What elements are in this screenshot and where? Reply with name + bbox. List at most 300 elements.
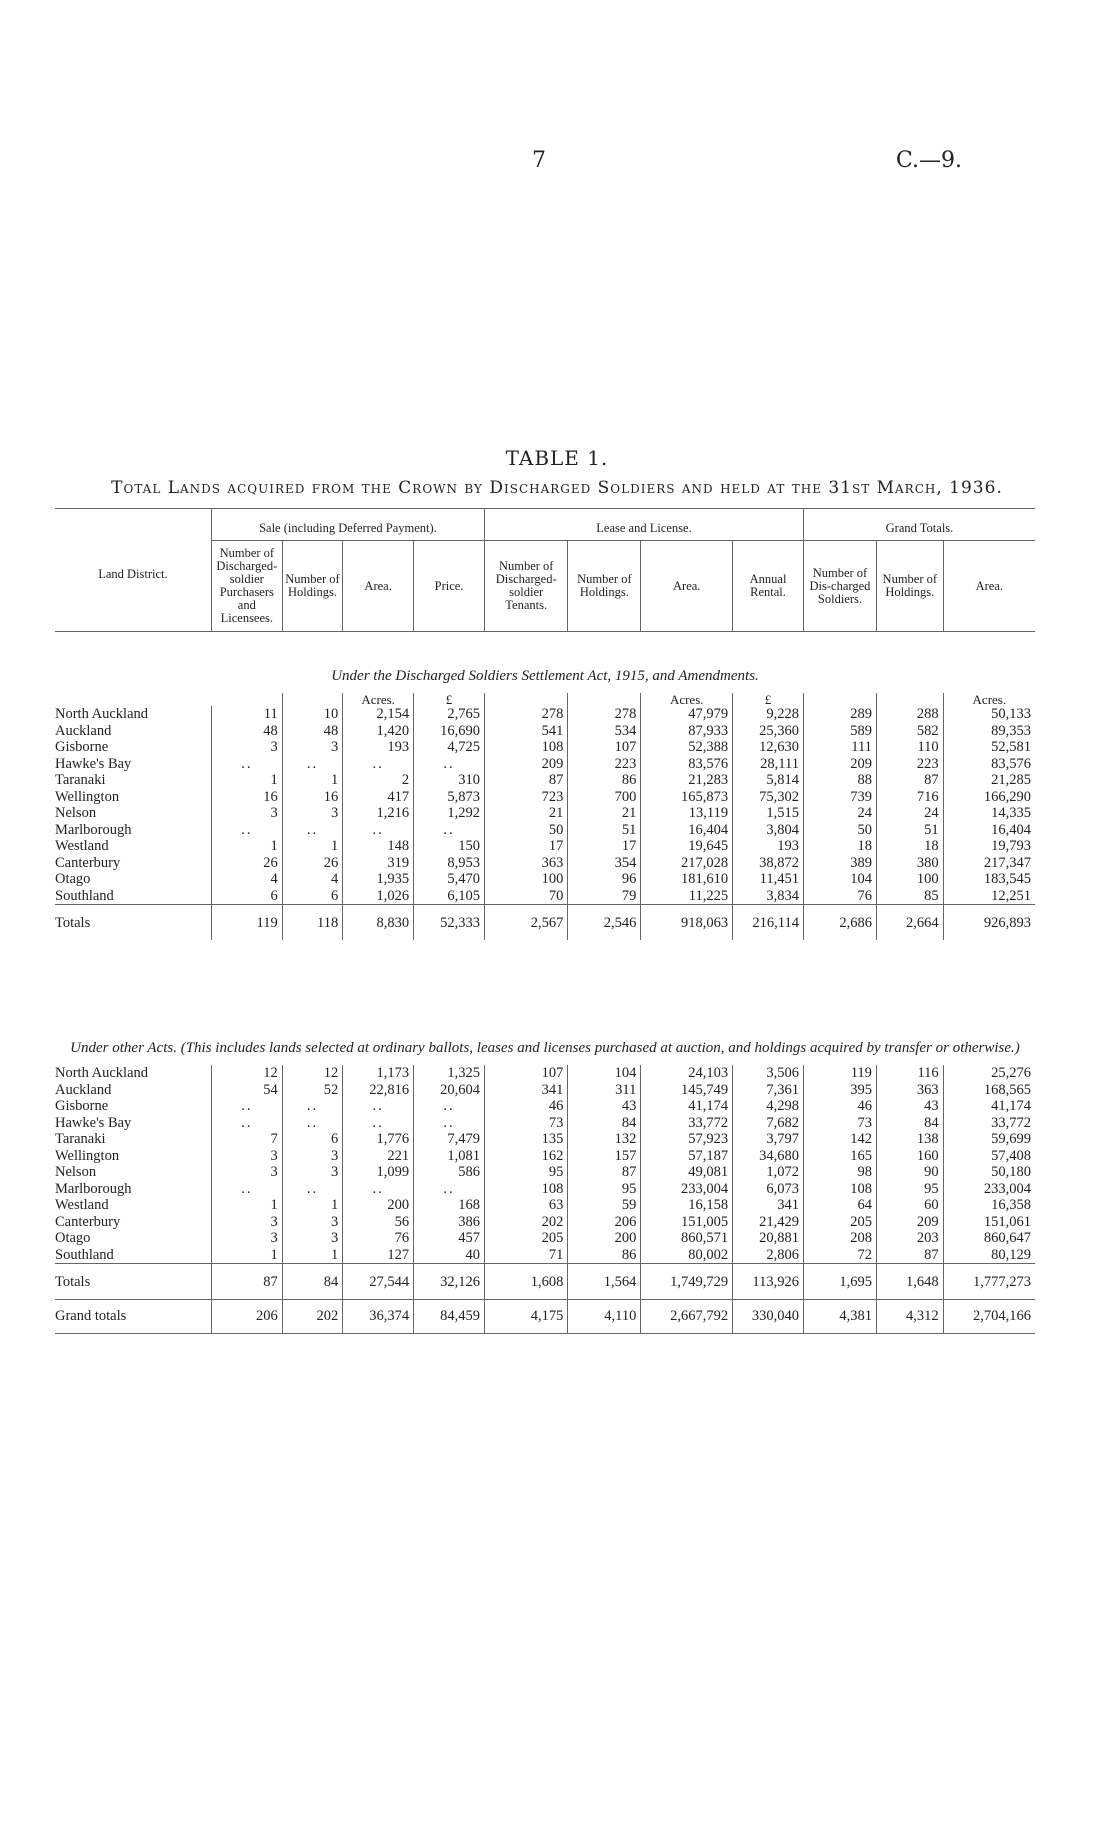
table-row xyxy=(55,1082,1035,1099)
value-cell: .. xyxy=(282,1115,342,1132)
value-cell: 2,667,792 xyxy=(641,1300,733,1334)
value-cell: 41,174 xyxy=(641,1098,733,1115)
value-cell: 22,816 xyxy=(343,1082,414,1099)
land-district-cell: North Auckland xyxy=(55,706,149,722)
value-cell: 278 xyxy=(568,706,641,723)
value-cell: 11,225 xyxy=(641,888,733,905)
land-district-cell: Southland xyxy=(55,1246,114,1263)
value-cell: 46 xyxy=(485,1098,568,1115)
section-2-title: Under other Acts. (This includes lands selected at ordinary ballots, leases and licenses purchased at auction, and holdings acquired by transfer or otherwise.) xyxy=(70,1040,1020,1056)
value-cell: 3 xyxy=(282,1214,342,1231)
value-cell: 223 xyxy=(568,756,641,773)
value-cell: 20,881 xyxy=(733,1230,804,1247)
value-cell: 3,834 xyxy=(733,888,804,905)
value-cell: 200 xyxy=(568,1230,641,1247)
value-cell: 54 xyxy=(211,1082,282,1099)
value-cell: 4 xyxy=(211,871,282,888)
value-cell: 12,251 xyxy=(943,888,1035,905)
value-cell: 1 xyxy=(211,838,282,855)
value-cell: 41,174 xyxy=(943,1098,1035,1115)
value-cell: 107 xyxy=(485,1065,568,1082)
value-cell: 57,408 xyxy=(943,1148,1035,1165)
value-cell: 209 xyxy=(876,1214,943,1231)
land-district-cell: Auckland xyxy=(55,722,112,739)
value-cell: 43 xyxy=(876,1098,943,1115)
value-cell: 208 xyxy=(803,1230,876,1247)
value-cell: 168,565 xyxy=(943,1082,1035,1099)
sale-group-header: Sale (including Deferred Payment). xyxy=(211,509,484,541)
value-cell: 108 xyxy=(485,1181,568,1198)
value-cell: 289 xyxy=(803,706,876,723)
value-cell: 11 xyxy=(211,706,282,723)
value-cell: 48 xyxy=(211,723,282,740)
value-cell: 151,061 xyxy=(943,1214,1035,1231)
value-cell: 217,347 xyxy=(943,855,1035,872)
value-cell: 21,285 xyxy=(943,772,1035,789)
land-district-cell: Gisborne xyxy=(55,1098,109,1114)
value-cell: 14,335 xyxy=(943,805,1035,822)
value-cell: 4,312 xyxy=(876,1300,943,1334)
value-cell: 2,664 xyxy=(876,905,943,941)
col-sale-purchasers: Number of Discharged-soldier Purchasers and Licensees. xyxy=(211,541,282,632)
value-cell: 83,576 xyxy=(943,756,1035,773)
value-cell: 3 xyxy=(282,739,342,756)
value-cell: 33,772 xyxy=(943,1115,1035,1132)
value-cell: 12 xyxy=(282,1065,342,1082)
value-cell: 4,175 xyxy=(485,1300,568,1334)
value-cell: 64 xyxy=(803,1197,876,1214)
col-sale-price: Price. xyxy=(414,541,485,632)
col-sale-holdings: Number of Holdings. xyxy=(282,541,342,632)
lands-table xyxy=(55,508,1035,1334)
value-cell: 12 xyxy=(211,1065,282,1082)
unit-acres: Acres. xyxy=(641,693,733,706)
value-cell: 148 xyxy=(343,838,414,855)
value-cell: .. xyxy=(282,1098,342,1115)
value-cell: 16 xyxy=(211,789,282,806)
value-cell: 2,686 xyxy=(803,905,876,941)
value-cell: 87 xyxy=(211,1264,282,1300)
value-cell: 70 xyxy=(485,888,568,905)
value-cell: 116 xyxy=(876,1065,943,1082)
value-cell: 13,119 xyxy=(641,805,733,822)
value-cell: 20,604 xyxy=(414,1082,485,1099)
value-cell: 33,772 xyxy=(641,1115,733,1132)
table-row xyxy=(55,756,1035,773)
value-cell: 1 xyxy=(282,772,342,789)
value-cell: 3 xyxy=(211,1148,282,1165)
value-cell: 2,806 xyxy=(733,1247,804,1264)
value-cell: 51 xyxy=(568,822,641,839)
value-cell: .. xyxy=(211,756,282,773)
value-cell: 135 xyxy=(485,1131,568,1148)
value-cell: 723 xyxy=(485,789,568,806)
value-cell: 51 xyxy=(876,822,943,839)
value-cell: 1,292 xyxy=(414,805,485,822)
value-cell: 183,545 xyxy=(943,871,1035,888)
land-district-cell: Hawke's Bay xyxy=(55,1114,132,1131)
value-cell: .. xyxy=(343,1115,414,1132)
value-cell: 288 xyxy=(876,706,943,723)
value-cell: 59,699 xyxy=(943,1131,1035,1148)
value-cell: 206 xyxy=(568,1214,641,1231)
value-cell: .. xyxy=(343,1181,414,1198)
value-cell: 395 xyxy=(803,1082,876,1099)
table-row xyxy=(55,838,1035,855)
value-cell: 46 xyxy=(803,1098,876,1115)
value-cell: 3 xyxy=(211,1164,282,1181)
land-district-cell: Wellington xyxy=(55,788,120,805)
value-cell: 330,040 xyxy=(733,1300,804,1334)
value-cell: 2,704,166 xyxy=(943,1300,1035,1334)
value-cell: 7,361 xyxy=(733,1082,804,1099)
value-cell: 32,126 xyxy=(414,1264,485,1300)
value-cell: 4,110 xyxy=(568,1300,641,1334)
value-cell: 6 xyxy=(282,888,342,905)
value-cell: 27,544 xyxy=(343,1264,414,1300)
value-cell: 202 xyxy=(282,1300,342,1334)
value-cell: 1,173 xyxy=(343,1065,414,1082)
section-discharged-soldiers xyxy=(55,632,1035,941)
value-cell: 24,103 xyxy=(641,1065,733,1082)
table-row xyxy=(55,1230,1035,1247)
value-cell: 73 xyxy=(485,1115,568,1132)
table-row xyxy=(55,1065,1035,1082)
value-cell: 217,028 xyxy=(641,855,733,872)
section-title-row xyxy=(55,632,1035,694)
value-cell: 47,979 xyxy=(641,706,733,723)
value-cell: 4,725 xyxy=(414,739,485,756)
value-cell: 52,388 xyxy=(641,739,733,756)
table-row xyxy=(55,1115,1035,1132)
value-cell: 9,228 xyxy=(733,706,804,723)
value-cell: 142 xyxy=(803,1131,876,1148)
value-cell: 26 xyxy=(211,855,282,872)
land-district-cell: North Auckland xyxy=(55,1065,149,1081)
value-cell: 1,420 xyxy=(343,723,414,740)
value-cell: 72 xyxy=(803,1247,876,1264)
value-cell: 87 xyxy=(876,772,943,789)
value-cell: .. xyxy=(282,756,342,773)
table-row xyxy=(55,871,1035,888)
value-cell: 119 xyxy=(211,905,282,941)
value-cell: 21 xyxy=(485,805,568,822)
value-cell: 17 xyxy=(485,838,568,855)
value-cell: 2,546 xyxy=(568,905,641,941)
value-cell: 166,290 xyxy=(943,789,1035,806)
value-cell: 16 xyxy=(282,789,342,806)
value-cell: .. xyxy=(282,822,342,839)
value-cell: 3,506 xyxy=(733,1065,804,1082)
value-cell: 87 xyxy=(876,1247,943,1264)
value-cell: 21,429 xyxy=(733,1214,804,1231)
value-cell: 80,129 xyxy=(943,1247,1035,1264)
value-cell: 50 xyxy=(485,822,568,839)
value-cell: 205 xyxy=(485,1230,568,1247)
col-lease-area: Area. xyxy=(641,541,733,632)
value-cell: 1,325 xyxy=(414,1065,485,1082)
value-cell: 310 xyxy=(414,772,485,789)
value-cell: 586 xyxy=(414,1164,485,1181)
unit-acres: Acres. xyxy=(343,693,414,706)
land-district-cell: Nelson xyxy=(55,805,97,821)
value-cell: 3,797 xyxy=(733,1131,804,1148)
value-cell: 319 xyxy=(343,855,414,872)
value-cell: 110 xyxy=(876,739,943,756)
value-cell: 52 xyxy=(282,1082,342,1099)
value-cell: 6 xyxy=(211,888,282,905)
value-cell: 16,690 xyxy=(414,723,485,740)
table-row xyxy=(55,772,1035,789)
value-cell: 1,776 xyxy=(343,1131,414,1148)
value-cell: 233,004 xyxy=(641,1181,733,1198)
unit-pound: £ xyxy=(733,693,804,706)
value-cell: 1,749,729 xyxy=(641,1264,733,1300)
value-cell: 165 xyxy=(803,1148,876,1165)
value-cell: 193 xyxy=(343,739,414,756)
value-cell: 80,002 xyxy=(641,1247,733,1264)
lease-group-header: Lease and License. xyxy=(485,509,804,541)
table-title: TABLE 1. xyxy=(505,446,609,470)
table-row xyxy=(55,723,1035,740)
value-cell: 160 xyxy=(876,1148,943,1165)
value-cell: 34,680 xyxy=(733,1148,804,1165)
value-cell: 84 xyxy=(876,1115,943,1132)
value-cell: 7,479 xyxy=(414,1131,485,1148)
value-cell: .. xyxy=(414,822,485,839)
land-district-cell: Totals xyxy=(55,905,211,941)
value-cell: 50,133 xyxy=(943,706,1035,723)
value-cell: 209 xyxy=(485,756,568,773)
value-cell: 1,777,273 xyxy=(943,1264,1035,1300)
value-cell: 6,105 xyxy=(414,888,485,905)
col-grand-area: Area. xyxy=(943,541,1035,632)
land-district-cell: Westland xyxy=(55,1197,109,1213)
value-cell: 2,154 xyxy=(343,706,414,723)
value-cell: .. xyxy=(282,1181,342,1198)
table-row xyxy=(55,1148,1035,1165)
value-cell: 104 xyxy=(568,1065,641,1082)
value-cell: 1,695 xyxy=(803,1264,876,1300)
value-cell: 40 xyxy=(414,1247,485,1264)
value-cell: 24 xyxy=(803,805,876,822)
value-cell: 233,004 xyxy=(943,1181,1035,1198)
value-cell: .. xyxy=(211,1181,282,1198)
table-row xyxy=(55,1197,1035,1214)
value-cell: 108 xyxy=(485,739,568,756)
value-cell: 363 xyxy=(485,855,568,872)
value-cell: .. xyxy=(414,1115,485,1132)
value-cell: 75,302 xyxy=(733,789,804,806)
value-cell: 589 xyxy=(803,723,876,740)
value-cell: 25,276 xyxy=(943,1065,1035,1082)
value-cell: 84 xyxy=(568,1115,641,1132)
value-cell: 3 xyxy=(282,805,342,822)
value-cell: 216,114 xyxy=(733,905,804,941)
value-cell: .. xyxy=(414,1098,485,1115)
table-row xyxy=(55,822,1035,839)
value-cell: 3,804 xyxy=(733,822,804,839)
value-cell: 18 xyxy=(803,838,876,855)
value-cell: 582 xyxy=(876,723,943,740)
value-cell: 221 xyxy=(343,1148,414,1165)
land-district-cell: Canterbury xyxy=(55,1213,121,1230)
value-cell: 87 xyxy=(485,772,568,789)
value-cell: 205 xyxy=(803,1214,876,1231)
col-lease-rental: Annual Rental. xyxy=(733,541,804,632)
value-cell: 59 xyxy=(568,1197,641,1214)
col-grand-soldiers: Number of Dis-charged Soldiers. xyxy=(803,541,876,632)
value-cell: 98 xyxy=(803,1164,876,1181)
value-cell: 19,645 xyxy=(641,838,733,855)
value-cell: 1,648 xyxy=(876,1264,943,1300)
value-cell: 145,749 xyxy=(641,1082,733,1099)
land-district-cell: Otago xyxy=(55,871,91,887)
value-cell: 56 xyxy=(343,1214,414,1231)
value-cell: 1,072 xyxy=(733,1164,804,1181)
value-cell: .. xyxy=(211,1115,282,1132)
value-cell: 3 xyxy=(211,1230,282,1247)
value-cell: 8,830 xyxy=(343,905,414,941)
value-cell: 860,571 xyxy=(641,1230,733,1247)
totals-row xyxy=(55,905,1035,941)
value-cell: 87,933 xyxy=(641,723,733,740)
grand-totals-row xyxy=(55,1300,1035,1334)
value-cell: 363 xyxy=(876,1082,943,1099)
value-cell: 127 xyxy=(343,1247,414,1264)
value-cell: 16,358 xyxy=(943,1197,1035,1214)
value-cell: 209 xyxy=(803,756,876,773)
land-district-cell: Wellington xyxy=(55,1147,120,1164)
value-cell: 88 xyxy=(803,772,876,789)
table-row xyxy=(55,888,1035,905)
value-cell: 165,873 xyxy=(641,789,733,806)
value-cell: 16,404 xyxy=(943,822,1035,839)
value-cell: 52,581 xyxy=(943,739,1035,756)
value-cell: 28,111 xyxy=(733,756,804,773)
value-cell: 84 xyxy=(282,1264,342,1300)
value-cell: 1,081 xyxy=(414,1148,485,1165)
section-1-title: Under the Discharged Soldiers Settlement Act, 1915, and Amendments. xyxy=(331,668,759,684)
value-cell: 162 xyxy=(485,1148,568,1165)
value-cell: 3 xyxy=(211,805,282,822)
value-cell: 108 xyxy=(803,1181,876,1198)
value-cell: 16,158 xyxy=(641,1197,733,1214)
value-cell: .. xyxy=(414,1181,485,1198)
value-cell: 16,404 xyxy=(641,822,733,839)
table-subtitle: Total Lands acquired from the Crown by Discharged Soldiers and held at the 31st March, 1936. xyxy=(111,478,1003,498)
col-grand-holdings: Number of Holdings. xyxy=(876,541,943,632)
value-cell: 107 xyxy=(568,739,641,756)
value-cell: 4 xyxy=(282,871,342,888)
totals-row xyxy=(55,1264,1035,1300)
value-cell: 79 xyxy=(568,888,641,905)
value-cell: 25,360 xyxy=(733,723,804,740)
value-cell: 24 xyxy=(876,805,943,822)
value-cell: 63 xyxy=(485,1197,568,1214)
value-cell: 119 xyxy=(803,1065,876,1082)
value-cell: 457 xyxy=(414,1230,485,1247)
value-cell: 223 xyxy=(876,756,943,773)
value-cell: 90 xyxy=(876,1164,943,1181)
value-cell: 100 xyxy=(485,871,568,888)
value-cell: 918,063 xyxy=(641,905,733,941)
value-cell: 5,873 xyxy=(414,789,485,806)
value-cell: 3 xyxy=(211,1214,282,1231)
value-cell: 3 xyxy=(211,739,282,756)
value-cell: 150 xyxy=(414,838,485,855)
value-cell: 700 xyxy=(568,789,641,806)
value-cell: 860,647 xyxy=(943,1230,1035,1247)
value-cell: 1,026 xyxy=(343,888,414,905)
value-cell: 6 xyxy=(282,1131,342,1148)
value-cell: 341 xyxy=(733,1197,804,1214)
value-cell: 1,608 xyxy=(485,1264,568,1300)
table-row xyxy=(55,1247,1035,1264)
value-cell: 2 xyxy=(343,772,414,789)
value-cell: 10 xyxy=(282,706,342,723)
document-reference: C.—9. xyxy=(896,148,963,173)
page-number: 7 xyxy=(532,148,546,173)
value-cell: .. xyxy=(343,1098,414,1115)
value-cell: 86 xyxy=(568,1247,641,1264)
value-cell: 1 xyxy=(211,772,282,789)
land-district-cell: Nelson xyxy=(55,1164,97,1180)
value-cell: 11,451 xyxy=(733,871,804,888)
land-district-cell: Westland xyxy=(55,838,109,854)
value-cell: 4,381 xyxy=(803,1300,876,1334)
value-cell: 21,283 xyxy=(641,772,733,789)
value-cell: 341 xyxy=(485,1082,568,1099)
value-cell: 84,459 xyxy=(414,1300,485,1334)
land-district-cell: Totals xyxy=(55,1264,211,1300)
value-cell: 1 xyxy=(282,838,342,855)
value-cell: 83,576 xyxy=(641,756,733,773)
units-row xyxy=(55,693,1035,706)
value-cell: 380 xyxy=(876,855,943,872)
value-cell: 157 xyxy=(568,1148,641,1165)
col-lease-tenants: Number of Discharged-soldier Tenants. xyxy=(485,541,568,632)
land-district-cell: Taranaki xyxy=(55,1131,106,1147)
value-cell: 132 xyxy=(568,1131,641,1148)
value-cell: .. xyxy=(211,822,282,839)
value-cell: 1,216 xyxy=(343,805,414,822)
value-cell: 3 xyxy=(282,1230,342,1247)
section-other-acts xyxy=(55,940,1035,1334)
value-cell: .. xyxy=(343,756,414,773)
table-row xyxy=(55,739,1035,756)
value-cell: 89,353 xyxy=(943,723,1035,740)
value-cell: 1 xyxy=(211,1197,282,1214)
value-cell: 739 xyxy=(803,789,876,806)
unit-pound: £ xyxy=(414,693,485,706)
land-district-cell: Marlborough xyxy=(55,1180,132,1197)
value-cell: 95 xyxy=(485,1164,568,1181)
value-cell: 43 xyxy=(568,1098,641,1115)
value-cell: 5,470 xyxy=(414,871,485,888)
table-row xyxy=(55,1164,1035,1181)
value-cell: 38,872 xyxy=(733,855,804,872)
land-district-header: Land District. xyxy=(55,509,211,632)
value-cell: 76 xyxy=(343,1230,414,1247)
value-cell: 206 xyxy=(211,1300,282,1334)
value-cell: 118 xyxy=(282,905,342,941)
value-cell: 18 xyxy=(876,838,943,855)
value-cell: 100 xyxy=(876,871,943,888)
value-cell: 138 xyxy=(876,1131,943,1148)
value-cell: 7,682 xyxy=(733,1115,804,1132)
value-cell: 60 xyxy=(876,1197,943,1214)
